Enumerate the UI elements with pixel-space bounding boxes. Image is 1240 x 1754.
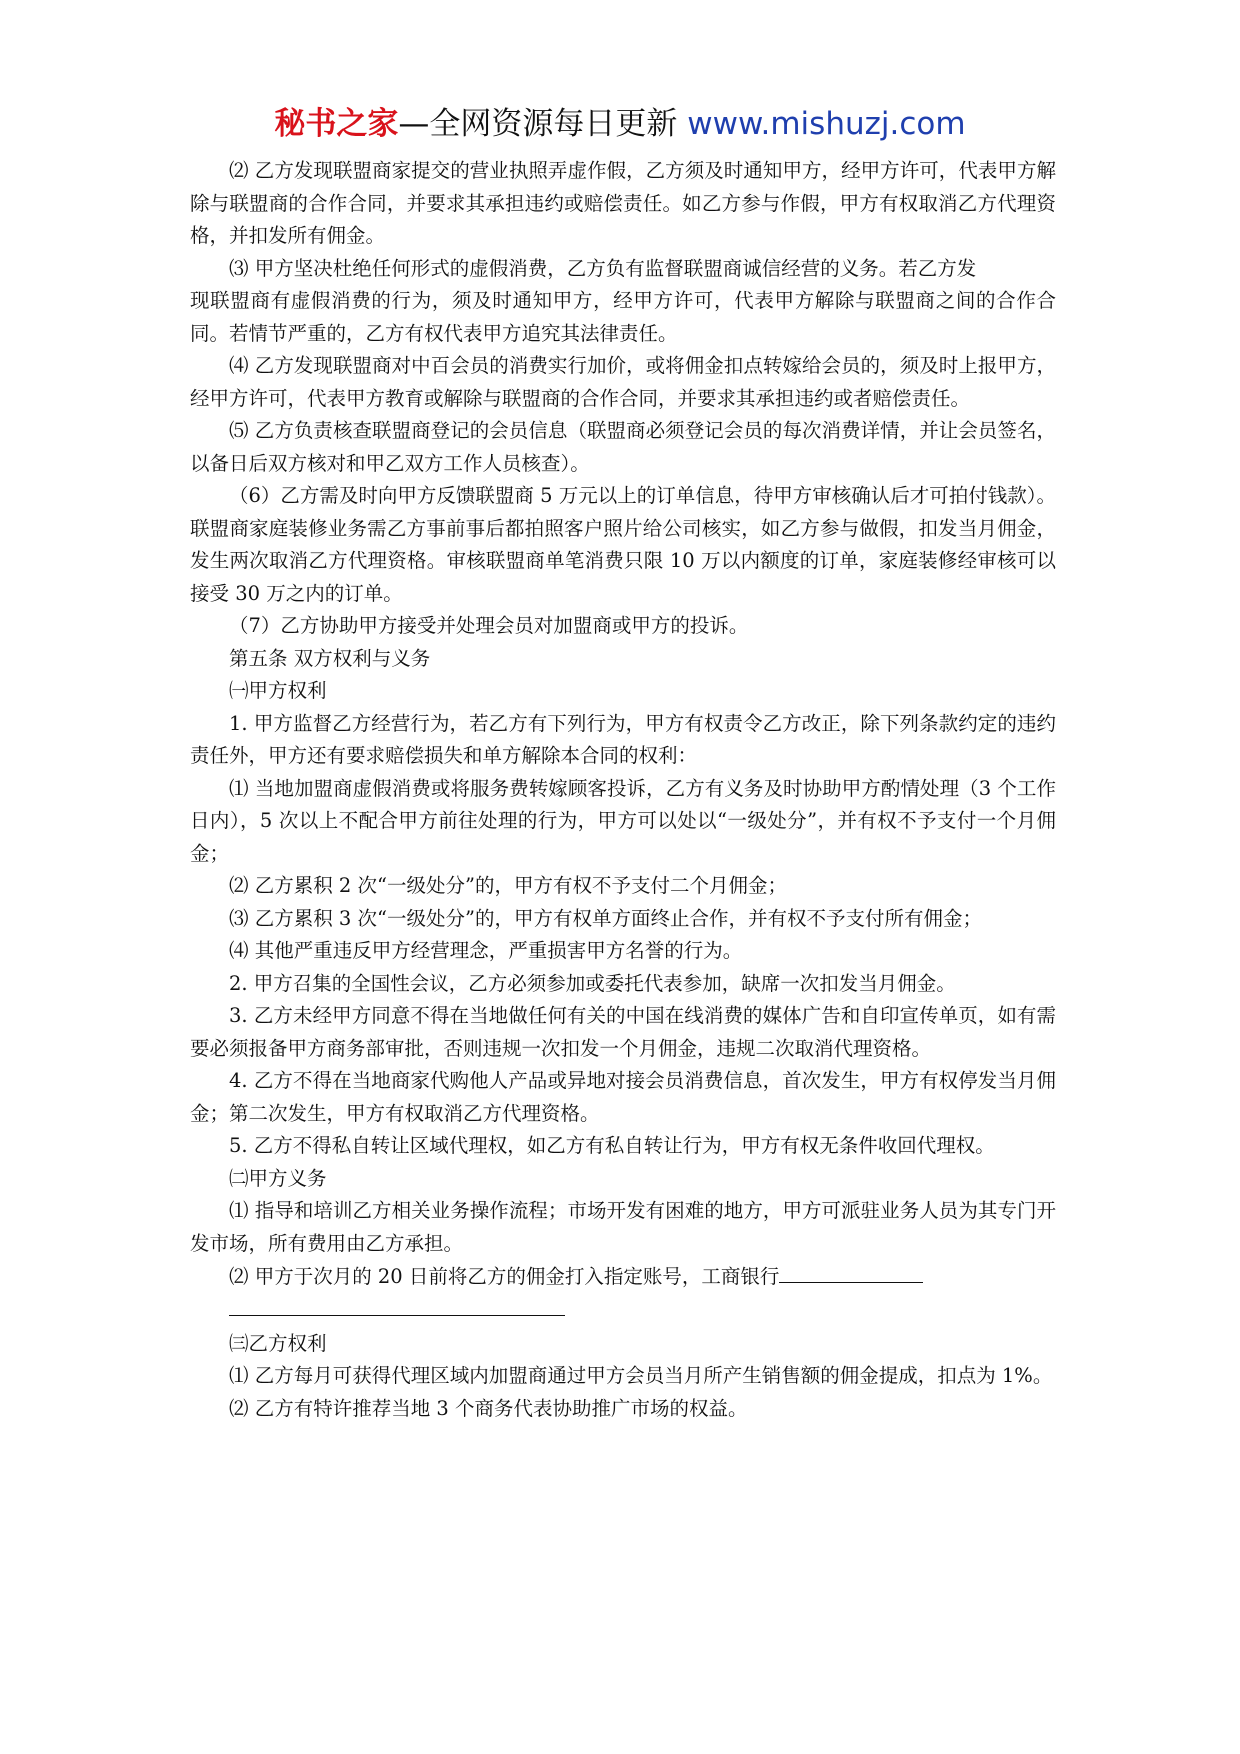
paragraph-a-rights-1: 1. 甲方监督乙方经营行为，若乙方有下列行为，甲方有权责令乙方改正，除下列条款约定的违约责任外，甲方还有要求赔偿损失和单方解除本合同的权利： bbox=[190, 711, 1056, 767]
paragraph-a-rights-2: 2. 甲方召集的全国性会议，乙方必须参加或委托代表参加，缺席一次扣发当月佣金。 bbox=[229, 971, 956, 995]
document-body bbox=[190, 155, 1056, 1425]
paragraph-a-rights-5: 5. 乙方不得私自转让区域代理权，如乙方有私自转让行为，甲方有权无条件收回代理权。 bbox=[229, 1134, 995, 1157]
paragraph-a-rights-1-item-2: ⑵ 乙方累积 2 次“一级处分”的，甲方有权不予支付二个月佣金； bbox=[229, 874, 787, 897]
paragraph-clause-6: （6）乙方需及时向甲方反馈联盟商 5 万元以上的订单信息，待甲方审核确认后才可拍付钱款）。联盟商家庭装修业务需乙方事前事后都拍照客户照片给公司核实，如乙方参与做假，扣发当月佣金，发生两次取消乙方代理资格。审核联盟商单笔消费只限 10 万以内额度的订单，家庭装修经审核可以接受 30 万之内的订单。 bbox=[190, 484, 1056, 605]
paragraph-a-obligations-2-text: ⑵ 甲方于次月的 20 日前将乙方的佣金打入指定账号，工商银行 bbox=[229, 1265, 780, 1288]
brand-name: 秘书之家 bbox=[274, 106, 399, 142]
account-blank-line-2 bbox=[229, 1314, 565, 1316]
paragraph-a-rights-3: 3. 乙方未经甲方同意不得在当地做任何有关的中国在线消费的媒体广告和自印宣传单页，如有需要必须报备甲方商务部审批，否则违规一次扣发一个月佣金，违规二次取消代理资格。 bbox=[190, 1004, 1056, 1060]
paragraph-clause-5: ⑸ 乙方负责核查联盟商登记的会员信息（联盟商必须登记会员的每次消费详情，并让会员签名，以备日后双方核对和甲乙双方工作人员核查）。 bbox=[190, 419, 1056, 475]
section-party-a-rights: ㈠甲方权利 bbox=[229, 679, 327, 702]
paragraph-b-rights-2: ⑵ 乙方有特许推荐当地 3 个商务代表协助推广市场的权益。 bbox=[229, 1396, 748, 1420]
paragraph-a-obligations-2 bbox=[190, 1260, 1056, 1294]
header-slogan: —全网资源每日更新 bbox=[398, 106, 688, 142]
paragraph-a-rights-1-item-4: ⑷ 其他严重违反甲方经营理念，严重损害甲方名誉的行为。 bbox=[229, 939, 743, 962]
paragraph-a-rights-1-item-1: ⑴ 当地加盟商虚假消费或将服务费转嫁顾客投诉，乙方有义务及时协助甲方酌情处理（3 个工作日内），5 次以上不配合甲方前往处理的行为，甲方可以处以“一级处分”，并有权不予支付一个月佣金； bbox=[190, 776, 1056, 865]
paragraph-clause-2: ⑵ 乙方发现联盟商家提交的营业执照弄虚作假，乙方须及时通知甲方，经甲方许可，代表甲方解除与联盟商的合作合同，并要求其承担违约或赔偿责任。如乙方参与作假，甲方有权取消乙方代理资格，并扣发所有佣金。 bbox=[190, 159, 1056, 247]
paragraph-b-rights-1: ⑴ 乙方每月可获得代理区域内加盟商通过甲方会员当月所产生销售额的佣金提成，扣点为 1%。 bbox=[229, 1364, 1053, 1387]
paragraph-clause-4: ⑷ 乙方发现联盟商对中百会员的消费实行加价，或将佣金扣点转嫁给会员的，须及时上报甲方，经甲方许可，代表甲方教育或解除与联盟商的合作合同，并要求其承担违约或者赔偿责任。 bbox=[190, 354, 1056, 410]
site-url: www.mishuzj.com bbox=[687, 106, 966, 142]
account-blank-line bbox=[779, 1260, 923, 1283]
paragraph-a-rights-1-item-3: ⑶ 乙方累积 3 次“一级处分”的，甲方有权单方面终止合作，并有权不予支付所有佣金； bbox=[229, 906, 982, 930]
section-party-a-obligations: ㈡甲方义务 bbox=[229, 1166, 327, 1190]
paragraph-a-rights-4: 4. 乙方不得在当地商家代购他人产品或异地对接会员消费信息，首次发生，甲方有权停发当月佣金；第二次发生，甲方有权取消乙方代理资格。 bbox=[190, 1069, 1056, 1125]
paragraph-clause-3-first-line: ⑶ 甲方坚决杜绝任何形式的虚假消费，乙方负有监督联盟商诚信经营的义务。若乙方发 bbox=[229, 256, 977, 280]
paragraph-clause-3-continued: 现联盟商有虚假消费的行为，须及时通知甲方，经甲方许可，代表甲方解除与联盟商之间的合作合同。若情节严重的，乙方有权代表甲方追究其法律责任。 bbox=[190, 289, 1056, 345]
site-header bbox=[0, 104, 1240, 144]
paragraph-clause-7: （7）乙方协助甲方接受并处理会员对加盟商或甲方的投诉。 bbox=[229, 614, 749, 637]
paragraph-a-obligations-1: ⑴ 指导和培训乙方相关业务操作流程；市场开发有困难的地方，甲方可派驻业务人员为其专门开发市场，所有费用由乙方承担。 bbox=[190, 1199, 1056, 1255]
article-five-heading: 第五条 双方权利与义务 bbox=[229, 646, 431, 670]
section-party-b-rights: ㈢乙方权利 bbox=[229, 1331, 327, 1355]
